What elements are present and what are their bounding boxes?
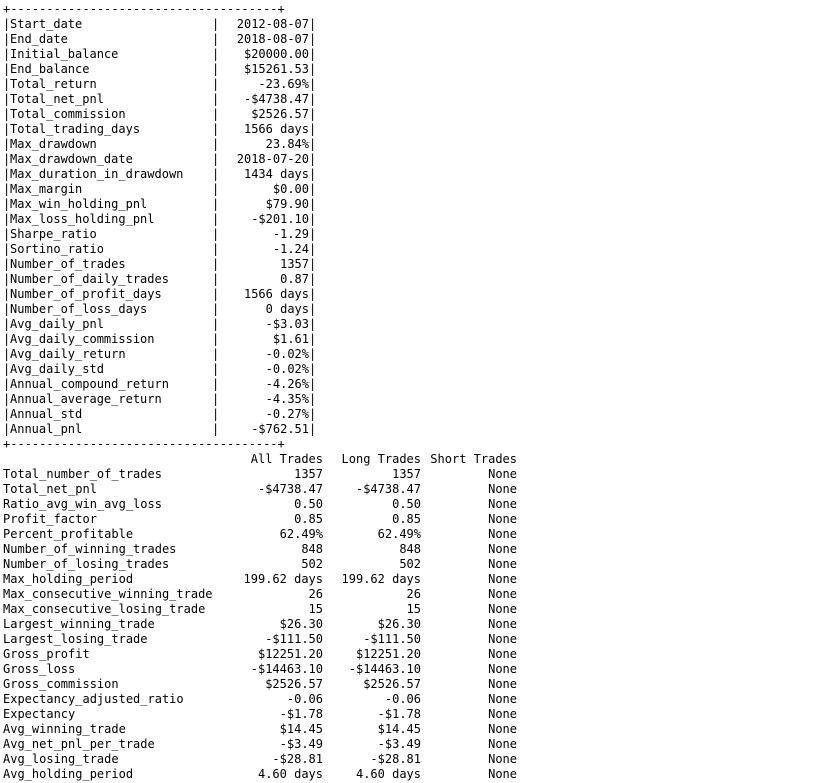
trades-short-value: None xyxy=(488,752,517,766)
trades-all-value: -$3.49 xyxy=(279,737,323,751)
summary-pipe-left: | xyxy=(3,137,11,151)
summary-pipe-right: | xyxy=(309,242,317,256)
summary-pipe-mid: | xyxy=(212,332,220,346)
summary-pipe-right: | xyxy=(309,362,317,376)
summary-pipe-mid: | xyxy=(212,107,220,121)
summary-value: $1.61 xyxy=(272,332,309,346)
summary-pipe-mid: | xyxy=(212,257,220,271)
trades-all-value: $2526.57 xyxy=(265,677,323,691)
trades-long-value: 15 xyxy=(406,602,421,616)
trades-long-value: 502 xyxy=(399,557,421,571)
summary-pipe-left: | xyxy=(3,17,11,31)
trades-label: Expectancy xyxy=(3,707,76,721)
summary-value: -1.24 xyxy=(272,242,309,256)
summary-pipe-left: | xyxy=(3,392,11,406)
summary-pipe-left: | xyxy=(3,212,11,226)
trades-all-value: $14.45 xyxy=(279,722,323,736)
summary-value: -23.69% xyxy=(258,77,309,91)
summary-label: End_balance xyxy=(10,62,90,76)
summary-label: Sortino_ratio xyxy=(10,242,104,256)
summary-pipe-mid: | xyxy=(212,377,220,391)
summary-value: $2526.57 xyxy=(251,107,309,121)
summary-pipe-mid: | xyxy=(212,317,220,331)
summary-row xyxy=(3,212,323,227)
trades-long-value: $12251.20 xyxy=(355,647,421,661)
trades-label: Percent_profitable xyxy=(3,527,134,541)
trades-all-value: $12251.20 xyxy=(257,647,323,661)
summary-pipe-right: | xyxy=(309,287,317,301)
summary-value: 1566 days xyxy=(243,287,309,301)
summary-row xyxy=(3,392,323,407)
summary-label: Start_date xyxy=(10,17,83,31)
trades-row xyxy=(3,557,533,572)
trades-all-value: 4.60 days xyxy=(257,767,323,781)
summary-pipe-mid: | xyxy=(212,152,220,166)
summary-value: 0.87 xyxy=(280,272,309,286)
header-long-trades: Long Trades xyxy=(341,452,421,466)
trades-label: Gross_profit xyxy=(3,647,90,661)
summary-value: $20000.00 xyxy=(243,47,309,61)
summary-pipe-left: | xyxy=(3,152,11,166)
summary-value: $79.90 xyxy=(265,197,309,211)
summary-pipe-left: | xyxy=(3,257,11,271)
trades-short-value: None xyxy=(488,497,517,511)
summary-pipe-mid: | xyxy=(212,287,220,301)
trades-short-value: None xyxy=(488,707,517,721)
summary-row xyxy=(3,107,323,122)
header-all-trades: All Trades xyxy=(250,452,323,466)
summary-pipe-mid: | xyxy=(212,122,220,136)
summary-pipe-left: | xyxy=(3,242,11,256)
summary-pipe-right: | xyxy=(309,317,317,331)
trades-row xyxy=(3,482,533,497)
summary-row xyxy=(3,407,323,422)
summary-label: Max_loss_holding_pnl xyxy=(10,212,155,226)
trades-all-value: 15 xyxy=(308,602,323,616)
summary-pipe-mid: | xyxy=(212,302,220,316)
summary-row xyxy=(3,272,323,287)
summary-label: Number_of_daily_trades xyxy=(10,272,169,286)
summary-pipe-mid: | xyxy=(212,272,220,286)
trades-short-value: None xyxy=(488,767,517,781)
trades-all-value: 0.85 xyxy=(294,512,323,526)
summary-pipe-mid: | xyxy=(212,77,220,91)
trades-long-value: 0.50 xyxy=(392,497,421,511)
trades-label: Ratio_avg_win_avg_loss xyxy=(3,497,162,511)
summary-label: Number_of_profit_days xyxy=(10,287,162,301)
summary-label: Avg_daily_pnl xyxy=(10,317,104,331)
summary-value: 23.84% xyxy=(265,137,309,151)
summary-row xyxy=(3,77,323,92)
trades-short-value: None xyxy=(488,572,517,586)
trades-row xyxy=(3,662,533,677)
summary-value: -0.02% xyxy=(265,347,309,361)
summary-row xyxy=(3,347,323,362)
summary-pipe-mid: | xyxy=(212,92,220,106)
trades-long-value: 1357 xyxy=(392,467,421,481)
summary-row xyxy=(3,377,323,392)
summary-row xyxy=(3,287,323,302)
trades-label: Max_consecutive_losing_trade xyxy=(3,602,206,616)
trades-label: Expectancy_adjusted_ratio xyxy=(3,692,184,706)
trades-short-value: None xyxy=(488,512,517,526)
summary-pipe-left: | xyxy=(3,302,11,316)
summary-pipe-right: | xyxy=(309,197,317,211)
summary-pipe-mid: | xyxy=(212,212,220,226)
trades-label: Total_net_pnl xyxy=(3,482,97,496)
trades-label: Avg_holding_period xyxy=(3,767,134,781)
trades-long-value: -$14463.10 xyxy=(348,662,421,676)
summary-pipe-left: | xyxy=(3,347,11,361)
trades-short-value: None xyxy=(488,557,517,571)
summary-pipe-right: | xyxy=(309,257,317,271)
summary-value: 2012-08-07 xyxy=(236,17,309,31)
summary-label: Max_win_holding_pnl xyxy=(10,197,148,211)
summary-pipe-right: | xyxy=(309,422,317,436)
summary-pipe-left: | xyxy=(3,167,11,181)
summary-label: Avg_daily_commission xyxy=(10,332,155,346)
trades-long-value: 199.62 days xyxy=(341,572,421,586)
trades-row xyxy=(3,677,533,692)
trades-row xyxy=(3,647,533,662)
summary-value: -4.35% xyxy=(265,392,309,406)
header-short-trades: Short Trades xyxy=(430,452,517,466)
trades-all-value: 62.49% xyxy=(279,527,323,541)
trades-short-value: None xyxy=(488,737,517,751)
summary-row xyxy=(3,227,323,242)
trades-label: Total_number_of_trades xyxy=(3,467,162,481)
summary-label: Number_of_trades xyxy=(10,257,126,271)
summary-pipe-right: | xyxy=(309,407,317,421)
summary-row xyxy=(3,62,323,77)
summary-row xyxy=(3,242,323,257)
summary-pipe-left: | xyxy=(3,77,11,91)
summary-pipe-mid: | xyxy=(212,62,220,76)
summary-row xyxy=(3,332,323,347)
summary-value: 2018-07-20 xyxy=(236,152,309,166)
summary-pipe-mid: | xyxy=(212,137,220,151)
summary-pipe-left: | xyxy=(3,47,11,61)
summary-row xyxy=(3,302,323,317)
summary-row xyxy=(3,122,323,137)
summary-pipe-mid: | xyxy=(212,47,220,61)
trades-long-value: 4.60 days xyxy=(355,767,421,781)
trades-all-value: 199.62 days xyxy=(243,572,323,586)
summary-value: $0.00 xyxy=(272,182,309,196)
summary-value: 1566 days xyxy=(243,122,309,136)
summary-label: Avg_daily_std xyxy=(10,362,104,376)
summary-label: Total_trading_days xyxy=(10,122,141,136)
summary-pipe-left: | xyxy=(3,407,11,421)
summary-value: 2018-08-07 xyxy=(236,32,309,46)
summary-pipe-left: | xyxy=(3,227,11,241)
summary-pipe-left: | xyxy=(3,92,11,106)
trades-long-value: -$111.50 xyxy=(363,632,421,646)
summary-label: Annual_average_return xyxy=(10,392,162,406)
summary-row xyxy=(3,257,323,272)
summary-label: Sharpe_ratio xyxy=(10,227,97,241)
summary-pipe-mid: | xyxy=(212,392,220,406)
summary-row xyxy=(3,362,323,377)
summary-value: -$201.10 xyxy=(251,212,309,226)
trades-label: Profit_factor xyxy=(3,512,97,526)
summary-pipe-left: | xyxy=(3,32,11,46)
summary-label: Initial_balance xyxy=(10,47,119,61)
trades-all-value: 502 xyxy=(301,557,323,571)
summary-pipe-right: | xyxy=(309,392,317,406)
trades-row xyxy=(3,572,533,587)
trades-short-value: None xyxy=(488,692,517,706)
summary-pipe-right: | xyxy=(309,302,317,316)
summary-row xyxy=(3,182,323,197)
summary-row xyxy=(3,422,323,437)
trades-all-value: 848 xyxy=(301,542,323,556)
summary-bottom-border: +-------------------------------------+ xyxy=(3,437,285,451)
summary-value: -4.26% xyxy=(265,377,309,391)
summary-pipe-right: | xyxy=(309,272,317,286)
summary-label: Total_return xyxy=(10,77,97,91)
summary-pipe-mid: | xyxy=(212,197,220,211)
summary-pipe-right: | xyxy=(309,182,317,196)
trades-label: Largest_losing_trade xyxy=(3,632,148,646)
trades-label: Avg_losing_trade xyxy=(3,752,119,766)
trades-short-value: None xyxy=(488,662,517,676)
trades-long-value: 62.49% xyxy=(377,527,421,541)
summary-label: Total_commission xyxy=(10,107,126,121)
trades-row xyxy=(3,692,533,707)
trades-long-value: -0.06 xyxy=(384,692,421,706)
trades-row xyxy=(3,767,533,782)
summary-pipe-right: | xyxy=(309,62,317,76)
summary-label: Annual_std xyxy=(10,407,83,421)
summary-pipe-mid: | xyxy=(212,362,220,376)
summary-pipe-right: | xyxy=(309,227,317,241)
summary-label: Max_drawdown_date xyxy=(10,152,133,166)
trades-all-value: -$1.78 xyxy=(279,707,323,721)
trades-long-value: -$28.81 xyxy=(370,752,421,766)
trades-short-value: None xyxy=(488,677,517,691)
summary-pipe-mid: | xyxy=(212,182,220,196)
trades-long-value: $14.45 xyxy=(377,722,421,736)
trades-short-value: None xyxy=(488,542,517,556)
summary-pipe-left: | xyxy=(3,182,11,196)
trades-all-value: 0.50 xyxy=(294,497,323,511)
trades-row xyxy=(3,542,533,557)
trades-header-row xyxy=(3,452,533,467)
summary-row xyxy=(3,152,323,167)
summary-pipe-left: | xyxy=(3,377,11,391)
trades-row xyxy=(3,467,533,482)
trades-row xyxy=(3,737,533,752)
summary-pipe-left: | xyxy=(3,107,11,121)
trades-long-value: 26 xyxy=(406,587,421,601)
trades-short-value: None xyxy=(488,602,517,616)
summary-pipe-left: | xyxy=(3,332,11,346)
summary-label: Max_drawdown xyxy=(10,137,97,151)
summary-pipe-left: | xyxy=(3,317,11,331)
summary-pipe-mid: | xyxy=(212,32,220,46)
trades-label: Avg_winning_trade xyxy=(3,722,126,736)
summary-label: End_date xyxy=(10,32,68,46)
summary-pipe-right: | xyxy=(309,212,317,226)
trades-short-value: None xyxy=(488,467,517,481)
summary-label: Annual_pnl xyxy=(10,422,83,436)
summary-value: -$4738.47 xyxy=(243,92,309,106)
summary-label: Total_net_pnl xyxy=(10,92,104,106)
trades-short-value: None xyxy=(488,617,517,631)
summary-row xyxy=(3,47,323,62)
summary-value: 0 days xyxy=(265,302,309,316)
summary-pipe-right: | xyxy=(309,107,317,121)
summary-pipe-right: | xyxy=(309,347,317,361)
trades-row xyxy=(3,707,533,722)
summary-pipe-right: | xyxy=(309,152,317,166)
trades-short-value: None xyxy=(488,527,517,541)
summary-pipe-right: | xyxy=(309,137,317,151)
trades-all-value: -$28.81 xyxy=(272,752,323,766)
summary-pipe-right: | xyxy=(309,167,317,181)
summary-value: -$762.51 xyxy=(251,422,309,436)
summary-pipe-left: | xyxy=(3,272,11,286)
summary-pipe-left: | xyxy=(3,287,11,301)
summary-pipe-right: | xyxy=(309,17,317,31)
trades-row xyxy=(3,512,533,527)
summary-pipe-mid: | xyxy=(212,242,220,256)
trades-short-value: None xyxy=(488,647,517,661)
summary-pipe-left: | xyxy=(3,422,11,436)
trades-long-value: $26.30 xyxy=(377,617,421,631)
summary-value: 1357 xyxy=(280,257,309,271)
summary-pipe-mid: | xyxy=(212,407,220,421)
summary-value: -1.29 xyxy=(272,227,309,241)
summary-label: Number_of_loss_days xyxy=(10,302,148,316)
trades-row xyxy=(3,602,533,617)
summary-pipe-left: | xyxy=(3,362,11,376)
trades-all-value: -$111.50 xyxy=(265,632,323,646)
trades-short-value: None xyxy=(488,632,517,646)
trades-short-value: None xyxy=(488,482,517,496)
trades-long-value: -$3.49 xyxy=(377,737,421,751)
trades-row xyxy=(3,527,533,542)
trades-row xyxy=(3,632,533,647)
summary-row xyxy=(3,137,323,152)
trades-row xyxy=(3,752,533,767)
summary-row xyxy=(3,197,323,212)
summary-pipe-right: | xyxy=(309,92,317,106)
trades-label: Number_of_winning_trades xyxy=(3,542,177,556)
summary-label: Avg_daily_return xyxy=(10,347,126,361)
summary-pipe-right: | xyxy=(309,77,317,91)
summary-row xyxy=(3,17,323,32)
summary-value: 1434 days xyxy=(243,167,309,181)
summary-value: $15261.53 xyxy=(243,62,309,76)
trades-long-value: 0.85 xyxy=(392,512,421,526)
trades-all-value: 1357 xyxy=(294,467,323,481)
summary-label: Max_duration_in_drawdown xyxy=(10,167,184,181)
trades-long-value: $2526.57 xyxy=(363,677,421,691)
summary-pipe-left: | xyxy=(3,122,11,136)
summary-value: -0.27% xyxy=(265,407,309,421)
trades-all-value: -$4738.47 xyxy=(257,482,323,496)
trades-all-value: -0.06 xyxy=(286,692,323,706)
trades-row xyxy=(3,497,533,512)
trades-label: Number_of_losing_trades xyxy=(3,557,170,571)
summary-row xyxy=(3,32,323,47)
summary-pipe-mid: | xyxy=(212,167,220,181)
trades-label: Max_consecutive_winning_trade xyxy=(3,587,213,601)
trades-row xyxy=(3,722,533,737)
trades-all-value: 26 xyxy=(308,587,323,601)
summary-pipe-right: | xyxy=(309,377,317,391)
summary-value: -$3.03 xyxy=(265,317,309,331)
trades-label: Gross_loss xyxy=(3,662,76,676)
summary-pipe-left: | xyxy=(3,62,11,76)
trades-short-value: None xyxy=(488,722,517,736)
trades-all-value: $26.30 xyxy=(279,617,323,631)
trades-row xyxy=(3,617,533,632)
summary-value: -0.02% xyxy=(265,362,309,376)
trades-row xyxy=(3,587,533,602)
trades-label: Gross_commission xyxy=(3,677,119,691)
summary-row xyxy=(3,92,323,107)
trades-short-value: None xyxy=(488,587,517,601)
summary-row xyxy=(3,167,323,182)
summary-pipe-right: | xyxy=(309,332,317,346)
summary-pipe-right: | xyxy=(309,122,317,136)
trades-long-value: -$4738.47 xyxy=(355,482,421,496)
summary-label: Annual_compound_return xyxy=(10,377,169,391)
trades-long-value: 848 xyxy=(399,542,421,556)
summary-pipe-mid: | xyxy=(212,347,220,361)
summary-top-border: +-------------------------------------+ xyxy=(3,2,285,16)
summary-label: Max_margin xyxy=(10,182,83,196)
trades-long-value: -$1.78 xyxy=(377,707,421,721)
summary-row xyxy=(3,317,323,332)
summary-pipe-mid: | xyxy=(212,17,220,31)
summary-pipe-right: | xyxy=(309,47,317,61)
trades-label: Largest_winning_trade xyxy=(3,617,155,631)
trades-all-value: -$14463.10 xyxy=(250,662,323,676)
summary-pipe-left: | xyxy=(3,197,11,211)
summary-pipe-mid: | xyxy=(212,227,220,241)
trades-label: Max_holding_period xyxy=(3,572,134,586)
summary-pipe-mid: | xyxy=(212,422,220,436)
summary-pipe-right: | xyxy=(309,32,317,46)
trades-label: Avg_net_pnl_per_trade xyxy=(3,737,155,751)
